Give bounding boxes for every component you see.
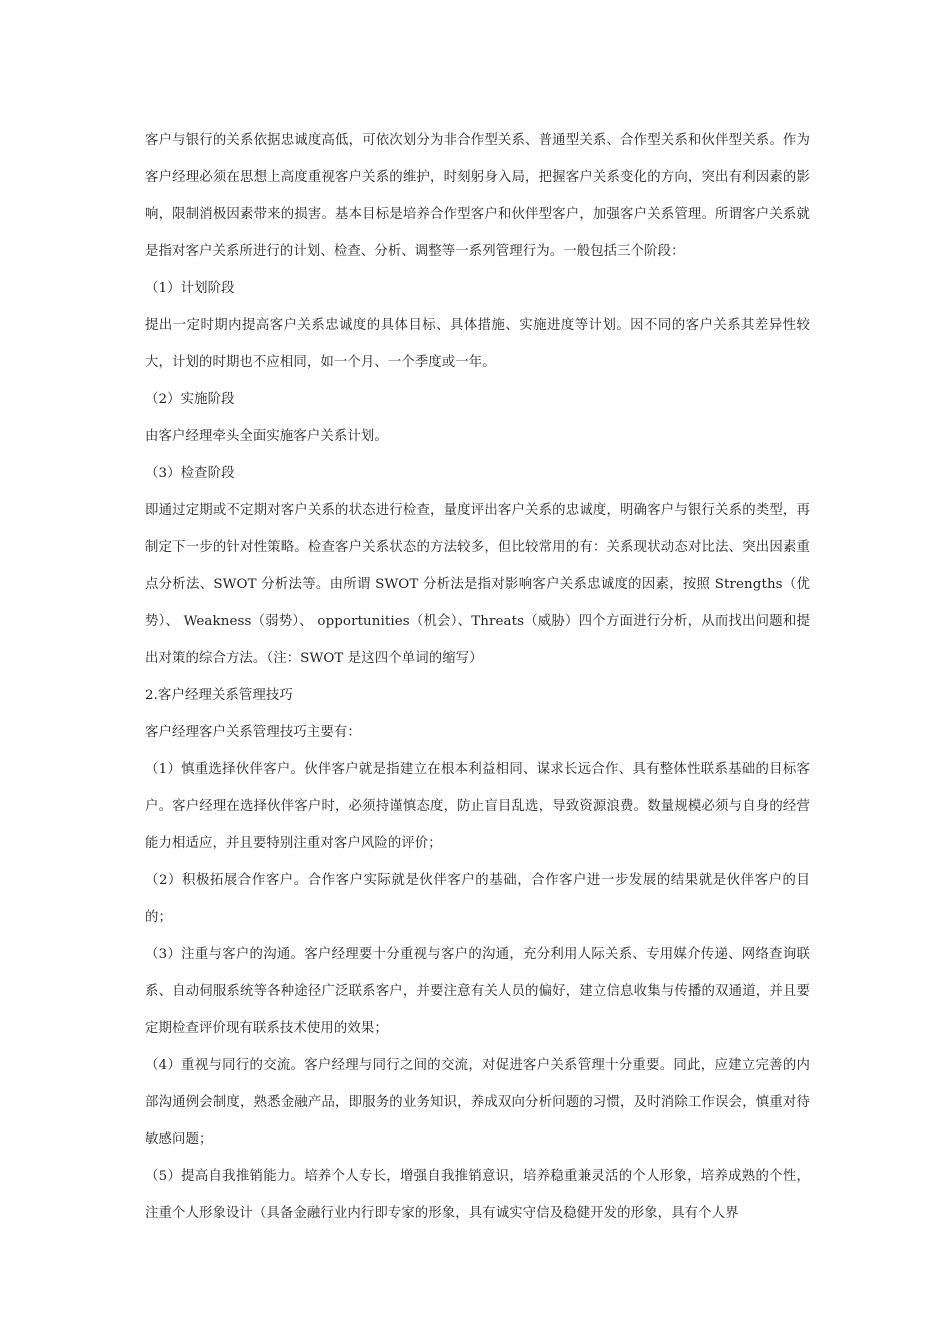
list-item-skill-1: （1）慎重选择伙伴客户。伙伴客户就是指建立在根本利益相同、谋求长远合作、具有整体性联系基础的目标客户。客户经理在选择伙伴客户时，必须持谨慎态度，防止盲目乱选，导致资源浪费。数量规模必须与自身的经营能力相适应，并且要特别注重对客户风险的评价； [145, 762, 810, 851]
section-heading-skills: 2.客户经理关系管理技巧 [145, 688, 293, 703]
heading-check-stage: （3）检查阶段 [145, 466, 235, 481]
list-item-skill-2: （2）积极拓展合作客户。合作客户实际就是伙伴客户的基础，合作客户进一步发展的结果就是伙伴客户的目的； [145, 873, 810, 925]
document-body [145, 122, 810, 1232]
paragraph-plan-stage: 提出一定时期内提高客户关系忠诚度的具体目标、具体措施、实施进度等计划。因不同的客户关系其差异性较大，计划的时期也不应相同，如一个月、一个季度或一年。 [145, 318, 810, 370]
heading-plan-stage: （1）计划阶段 [145, 281, 235, 296]
paragraph-check-stage: 即通过定期或不定期对客户关系的状态进行检查，量度评出客户关系的忠诚度，明确客户与银行关系的类型，再制定下一步的针对性策略。检查客户关系状态的方法较多，但比较常用的有：关系现状动态对比法、突出因素重点分析法、SWOT 分析法等。由所谓 SWOT 分析法是指对影响客户关系忠诚度的因素，按照 Strengths（优势）、 Weakness（弱势）、 opportunities（机会）、Threats（威胁）四个方面进行分析，从而找出问题和提出对策的综合方法。（注：SWOT 是这四个单词的缩写） [145, 503, 810, 666]
heading-implement-stage: （2）实施阶段 [145, 392, 235, 407]
list-item-skill-5: （5）提高自我推销能力。培养个人专长，增强自我推销意识，培养稳重兼灵活的个人形象，培养成熟的个性，注重个人形象设计（具备金融行业内行即专家的形象，具有诚实守信及稳健开发的形象，具有个人界 [145, 1169, 810, 1221]
paragraph-skills-intro: 客户经理客户关系管理技巧主要有： [145, 725, 361, 740]
list-item-skill-3: （3）注重与客户的沟通。客户经理要十分重视与客户的沟通，充分利用人际关系、专用媒介传递、网络查询联系、自动伺服系统等各种途径广泛联系客户，并要注意有关人员的偏好，建立信息收集与传播的双通道，并且要定期检查评价现有联系技术使用的效果； [145, 947, 810, 1036]
paragraph-implement-stage: 由客户经理牵头全面实施客户关系计划。 [145, 429, 388, 444]
paragraph-intro: 客户与银行的关系依据忠诚度高低，可依次划分为非合作型关系、普通型关系、合作型关系和伙伴型关系。作为客户经理必须在思想上高度重视客户关系的维护，时刻躬身入局，把握客户关系变化的方向，突出有利因素的影响，限制消极因素带来的损害。基本目标是培养合作型客户和伙伴型客户，加强客户关系管理。所谓客户关系就是指对客户关系所进行的计划、检查、分析、调整等一系列管理行为。一般包括三个阶段： [145, 133, 810, 259]
list-item-skill-4: （4）重视与同行的交流。客户经理与同行之间的交流，对促进客户关系管理十分重要。同此，应建立完善的内部沟通例会制度，熟悉金融产品，即服务的业务知识，养成双向分析问题的习惯，及时消除工作误会，慎重对待敏感问题； [145, 1058, 810, 1147]
